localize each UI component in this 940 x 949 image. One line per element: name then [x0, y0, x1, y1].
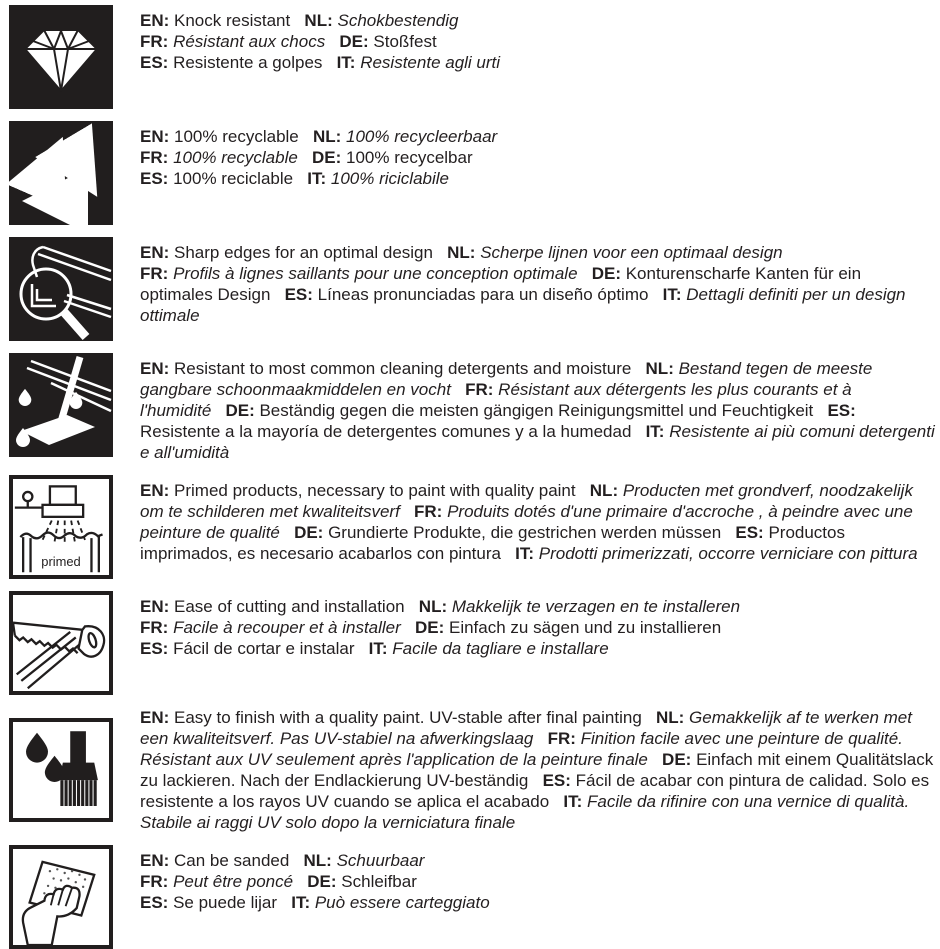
feature-text: Fácil de acabar con pintura de calidad. Solo es resistente a los rayos UV cuando se aplica el acabado — [140, 771, 930, 811]
feature-description — [140, 237, 936, 326]
feature-text: 100% recycelbar — [346, 148, 473, 167]
language-label: EN: — [140, 481, 170, 500]
feature-text: Fácil de cortar e instalar — [173, 639, 355, 658]
feature-text: Resistente a golpes — [173, 53, 323, 72]
language-label: ES: — [140, 169, 169, 188]
language-label: ES: — [827, 401, 856, 420]
language-label: NL: — [312, 127, 342, 146]
feature-text: 100% reciclable — [173, 169, 294, 188]
language-label: NL: — [589, 481, 619, 500]
language-label: DE: — [339, 32, 369, 51]
language-label: DE: — [307, 872, 337, 891]
feature-text: 100% recyclable — [174, 127, 299, 146]
language-label: IT: — [336, 53, 356, 72]
feature-text: Schuurbaar — [336, 851, 425, 870]
feature-text: 100% recycleerbaar — [346, 127, 498, 146]
feature-text: 100% recyclable — [173, 148, 298, 167]
feature-text: Stoßfest — [373, 32, 437, 51]
sharp-edges-icon — [9, 237, 113, 341]
feature-text: Resistente a la mayoría de detergentes comunes y a la humedad — [140, 422, 632, 441]
language-label: ES: — [140, 639, 169, 658]
sanding-icon — [9, 845, 113, 949]
feature-description — [140, 707, 936, 833]
language-label: FR: — [414, 502, 443, 521]
feature-description — [140, 121, 497, 189]
language-label: DE: — [225, 401, 255, 420]
feature-text: Primed products, necessary to paint with quality paint — [174, 481, 576, 500]
language-label: NL: — [655, 708, 685, 727]
feature-text: Grundierte Produkte, die gestrichen werden müssen — [328, 523, 722, 542]
language-label: NL: — [645, 359, 674, 378]
language-label: IT: — [515, 544, 535, 563]
language-label: EN: — [140, 708, 170, 727]
language-label: FR: — [140, 32, 169, 51]
feature-text: Knock resistant — [174, 11, 291, 30]
feature-text: Se puede lijar — [173, 893, 278, 912]
language-label: DE: — [591, 264, 621, 283]
paint-brush-icon — [9, 718, 113, 822]
feature-text: Scherpe lijnen voor een optimaal design — [480, 243, 783, 262]
feature-row — [9, 591, 936, 695]
feature-text: 100% riciclabile — [330, 169, 450, 188]
primed-icon — [9, 475, 113, 579]
feature-text: Gemakkelijk af te werken met een kwaliteitsverf. Pas UV-stabiel na afwerkingslaag — [140, 708, 912, 748]
feature-text: Facile da rifinire con una vernice di qualità. Stabile ai raggi UV solo dopo la verniciatura finale — [140, 792, 910, 832]
language-label: ES: — [140, 893, 169, 912]
feature-text: Facile da tagliare e installare — [392, 639, 609, 658]
language-label: FR: — [140, 264, 169, 283]
language-label: ES: — [542, 771, 571, 790]
language-label: EN: — [140, 359, 170, 378]
diamond-icon — [9, 5, 113, 109]
feature-text: Productos imprimados, es necesario acabarlos con pintura — [140, 523, 845, 563]
language-label: EN: — [140, 243, 170, 262]
feature-text: Résistant aux détergents les plus courants et à l'humidité — [140, 380, 852, 420]
feature-text: Makkelijk te verzagen en te installeren — [451, 597, 741, 616]
saw-icon — [9, 591, 113, 695]
language-label: ES: — [140, 53, 169, 72]
language-label: FR: — [140, 872, 169, 891]
feature-text: Schleifbar — [341, 872, 417, 891]
language-label: EN: — [140, 127, 170, 146]
feature-text: Beständig gegen die meisten gängigen Reinigungsmittel und Feuchtigkeit — [259, 401, 814, 420]
feature-text: Resistente agli urti — [360, 53, 501, 72]
language-label: NL: — [303, 851, 332, 870]
language-label: IT: — [662, 285, 682, 304]
feature-text: Resistant to most common cleaning detergents and moisture — [174, 359, 632, 378]
language-label: IT: — [645, 422, 665, 441]
feature-text: Profils à lignes saillants pour une conception optimale — [173, 264, 578, 283]
feature-text: Konturenscharfe Kanten für ein optimales Design — [140, 264, 862, 304]
feature-text: Résistant aux chocs — [173, 32, 326, 51]
language-label: EN: — [140, 597, 170, 616]
language-label: FR: — [140, 148, 169, 167]
language-label: DE: — [414, 618, 445, 637]
language-label: NL: — [418, 597, 448, 616]
feature-text: Facile à recouper et à installer — [173, 618, 401, 637]
language-label: EN: — [140, 851, 170, 870]
feature-text: Sharp edges for an optimal design — [174, 243, 433, 262]
feature-description — [140, 353, 936, 463]
feature-text: Finition facile avec une peinture de qualité. Résistant aux UV seulement après l'application de la peinture finale — [140, 729, 903, 769]
feature-text: Can be sanded — [174, 851, 290, 870]
cleaning-icon — [9, 353, 113, 457]
language-label: IT: — [307, 169, 327, 188]
feature-text: Schokbestendig — [337, 11, 459, 30]
feature-description — [140, 591, 740, 659]
feature-text: Líneas pronunciadas para un diseño óptimo — [317, 285, 649, 304]
feature-row — [9, 5, 936, 109]
language-label: DE: — [311, 148, 342, 167]
feature-text: Può essere carteggiato — [314, 893, 490, 912]
language-label: DE: — [294, 523, 324, 542]
feature-text: Einfach mit einem Qualitätslack zu lackieren. Nach der Endlackierung UV-beständig — [140, 750, 934, 790]
feature-row — [9, 353, 936, 463]
language-label: NL: — [447, 243, 476, 262]
language-label: NL: — [304, 11, 333, 30]
language-label: FR: — [547, 729, 576, 748]
feature-row — [9, 845, 936, 949]
language-label: IT: — [563, 792, 583, 811]
language-label: ES: — [735, 523, 764, 542]
feature-row — [9, 121, 936, 225]
language-label: IT: — [368, 639, 388, 658]
primed-label: primed — [41, 553, 81, 569]
language-label: IT: — [291, 893, 311, 912]
feature-text: Resistente ai più comuni detergenti e all'umidità — [140, 422, 935, 462]
feature-text: Bestand tegen de meeste gangbare schoonmaakmiddelen en vocht — [140, 359, 873, 399]
feature-description — [140, 845, 490, 913]
feature-text: Easy to finish with a quality paint. UV-stable after final painting — [174, 708, 642, 727]
feature-text: Ease of cutting and installation — [174, 597, 405, 616]
feature-text: Prodotti primerizzati, occorre verniciare con pittura — [538, 544, 918, 563]
feature-text: Einfach zu sägen und zu installieren — [448, 618, 722, 637]
feature-text: Dettagli definiti per un design ottimale — [140, 285, 906, 325]
language-label: ES: — [284, 285, 313, 304]
feature-description — [140, 5, 500, 73]
language-label: FR: — [140, 618, 169, 637]
recycle-icon — [9, 121, 113, 225]
feature-text: Peut être poncé — [173, 872, 294, 891]
feature-row — [9, 237, 936, 341]
language-label: DE: — [662, 750, 692, 769]
language-label: FR: — [465, 380, 494, 399]
feature-text: Produits dotés d'une primaire d'accroche , à peindre avec une peinture de qualité — [140, 502, 913, 542]
feature-row — [9, 707, 936, 833]
language-label: EN: — [140, 11, 170, 30]
feature-description — [140, 475, 936, 564]
feature-row — [9, 475, 936, 579]
feature-text: Producten met grondverf, noodzakelijk om te schilderen met kwaliteitsverf — [140, 481, 913, 521]
